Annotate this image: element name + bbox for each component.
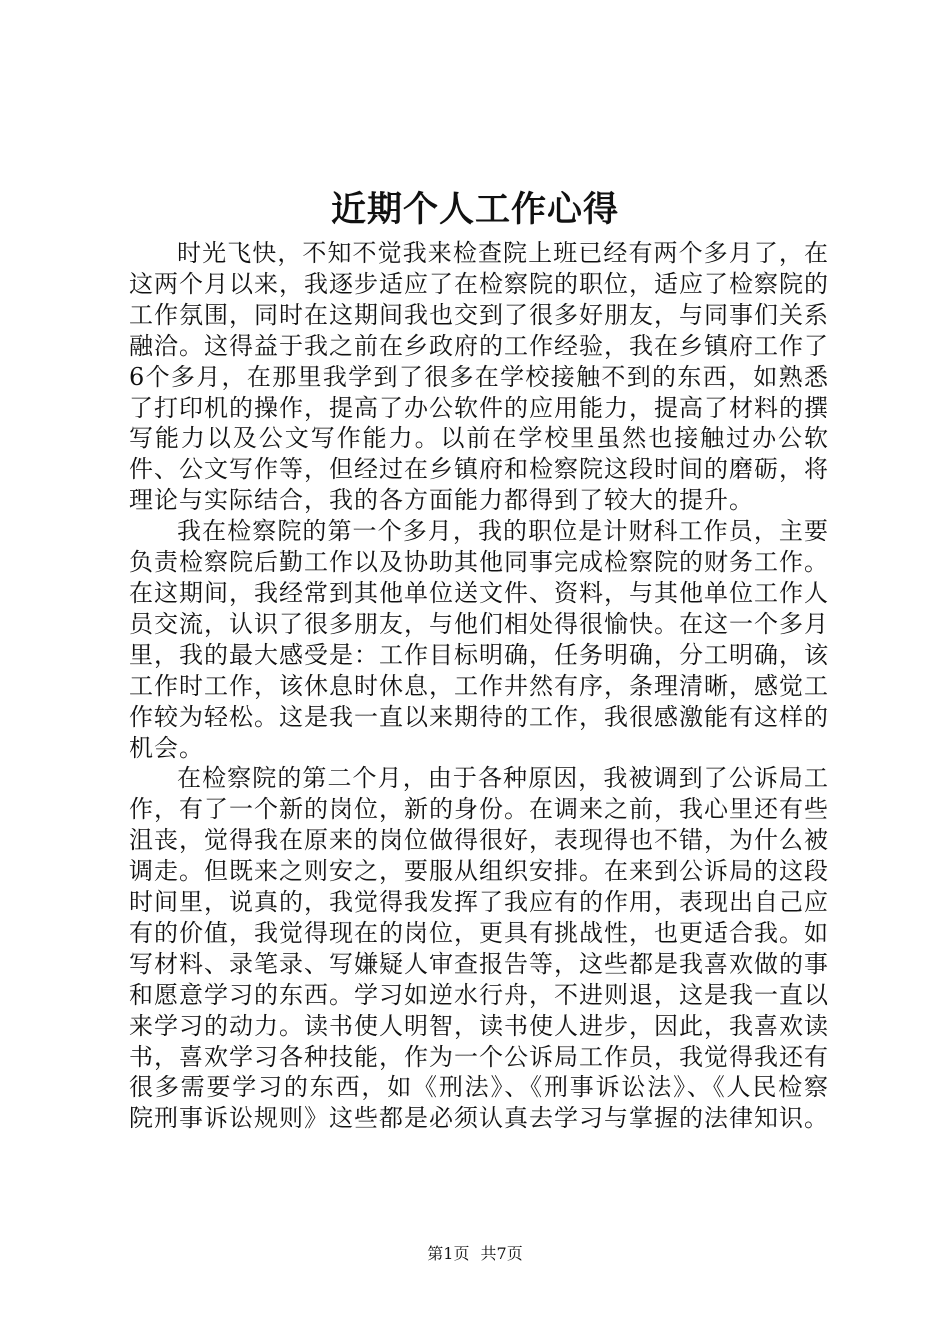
paragraph-2: 我在检察院的第一个多月，我的职位是计财科工作员，主要负责检察院后勤工作以及协助其他同事完成检察院的财务工作。在这期间，我经常到其他单位送文件、资料，与其他单位工作人员交流，认识了很多朋友，与他们相处得很愉快。在这一个多月里，我的最大感受是：工作目标明确，任务明确，分工明确，该工作时工作，该休息时休息，工作井然有序，条理清晰，感觉工作较为轻松。这是我一直以来期待的工作，我很感激能有这样的机会。	[129, 517, 829, 762]
paragraph-1: 时光飞快，不知不觉我来检查院上班已经有两个多月了，在这两个月以来，我逐步适应了在检察院的职位，适应了检察院的工作氛围，同时在这期间我也交到了很多好朋友，与同事们关系融洽。这得益于我之前在乡政府的工作经验，我在乡镇府工作了6个多月，在那里我学到了很多在学校接触不到的东西，如熟悉了打印机的操作，提高了办公软件的应用能力，提高了材料的撰写能力以及公文写作能力。以前在学校里虽然也接触过办公软件、公文写作等，但经过在乡镇府和检察院这段时间的磨砺，将理论与实际结合，我的各方面能力都得到了较大的提升。	[129, 239, 829, 515]
paragraph-3: 在检察院的第二个月，由于各种原因，我被调到了公诉局工作，有了一个新的岗位，新的身份。在调来之前，我心里还有些沮丧，觉得我在原来的岗位做得很好，表现得也不错，为什么被调走。但既来之则安之，要服从组织安排。在来到公诉局的这段时间里，说真的，我觉得我发挥了我应有的作用，表现出自己应有的价值，我觉得现在的岗位，更具有挑战性，也更适合我。如写材料、录笔录、写嫌疑人审查报告等，这些都是我喜欢做的事和愿意学习的东西。学习如逆水行舟，不进则退，这是我一直以来学习的动力。读书使人明智，读书使人进步，因此，我喜欢读书，喜欢学习各种技能，作为一个公诉局工作员，我觉得我还有很多需要学习的东西，如《刑法》、《刑事诉讼法》、《人民检察院刑事诉讼规则》这些都是必须认真去学习与掌握的法律知识。	[129, 764, 829, 1133]
document-body	[129, 238, 829, 1134]
document-title: 近期个人工作心得	[330, 189, 619, 230]
page-number-footer: 第1页 共7页	[427, 1244, 523, 1263]
